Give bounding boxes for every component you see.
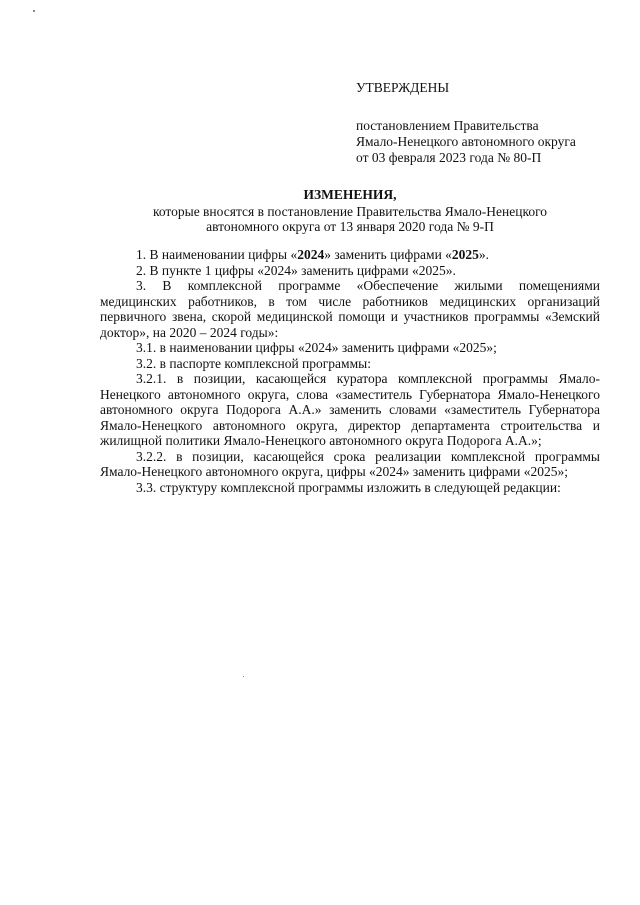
amendment-item-3-2: 3.2. в паспорте комплексной программы: [136, 355, 371, 371]
item-text-part: » заменить цифрами « [324, 247, 452, 262]
amendment-item-3: 3. В комплексной программе «Обеспечение жилыми помещениями медицинских работников, в том числе работников медицинских организаций первичного звена, скорой медицинской помощи и участников программы «Земский доктор», на 2020 – 2024 годы»: [100, 278, 600, 340]
document-body [100, 247, 600, 495]
amendment-item-2: 2. В пункте 1 цифры «2024» заменить цифрами «2025». [136, 262, 456, 278]
scan-speck [243, 676, 244, 677]
item-text-part: 1. В наименовании цифры « [136, 247, 298, 262]
title-subtitle-line: которые вносятся в постановление Правительства Ямало-Ненецкого [152, 203, 548, 219]
approval-line: от 03 февраля 2023 года № 80-П [356, 150, 542, 165]
approval-line: Ямало-Ненецкого автономного округа [356, 134, 576, 149]
scan-speck [33, 10, 35, 12]
amendment-item-3-2-1: 3.2.1. в позиции, касающейся куратора комплексной программы Ямало-Ненецкого автономного округа, слова «заместитель Губернатора Ямало-Ненецкого автономного округа Подорога А.А.» заменить словами «заместитель Губернатора Ямало-Ненецкого автономного округа, директор департамента строительства и жилищной политики Ямало-Ненецкого автономного округа Подорога А.А.»; [100, 371, 600, 448]
item-number-new: 2025 [451, 247, 479, 262]
amendment-item-3-3: 3.3. структуру комплексной программы изложить в следующей редакции: [136, 479, 561, 495]
title-subtitle-line: автономного округа от 13 января 2020 года № 9-П [206, 219, 494, 234]
item-text-part: ». [478, 247, 490, 262]
document-title [100, 187, 600, 235]
approval-line: постановлением Правительства [356, 118, 539, 133]
amendment-item-3-2-2: 3.2.2. в позиции, касающейся срока реализации комплексной программы Ямало-Ненецкого автономного округа, цифры «2024» заменить цифрами «2025»; [100, 448, 600, 479]
approval-stamp: УТВЕРЖДЕНЫ [356, 80, 450, 95]
title-heading: ИЗМЕНЕНИЯ, [303, 187, 397, 202]
item-number-old: 2024 [297, 247, 325, 262]
approval-block [356, 80, 626, 166]
amendment-item-1 [100, 247, 600, 263]
amendment-item-3-1: 3.1. в наименовании цифры «2024» заменить цифрами «2025»; [136, 340, 497, 355]
